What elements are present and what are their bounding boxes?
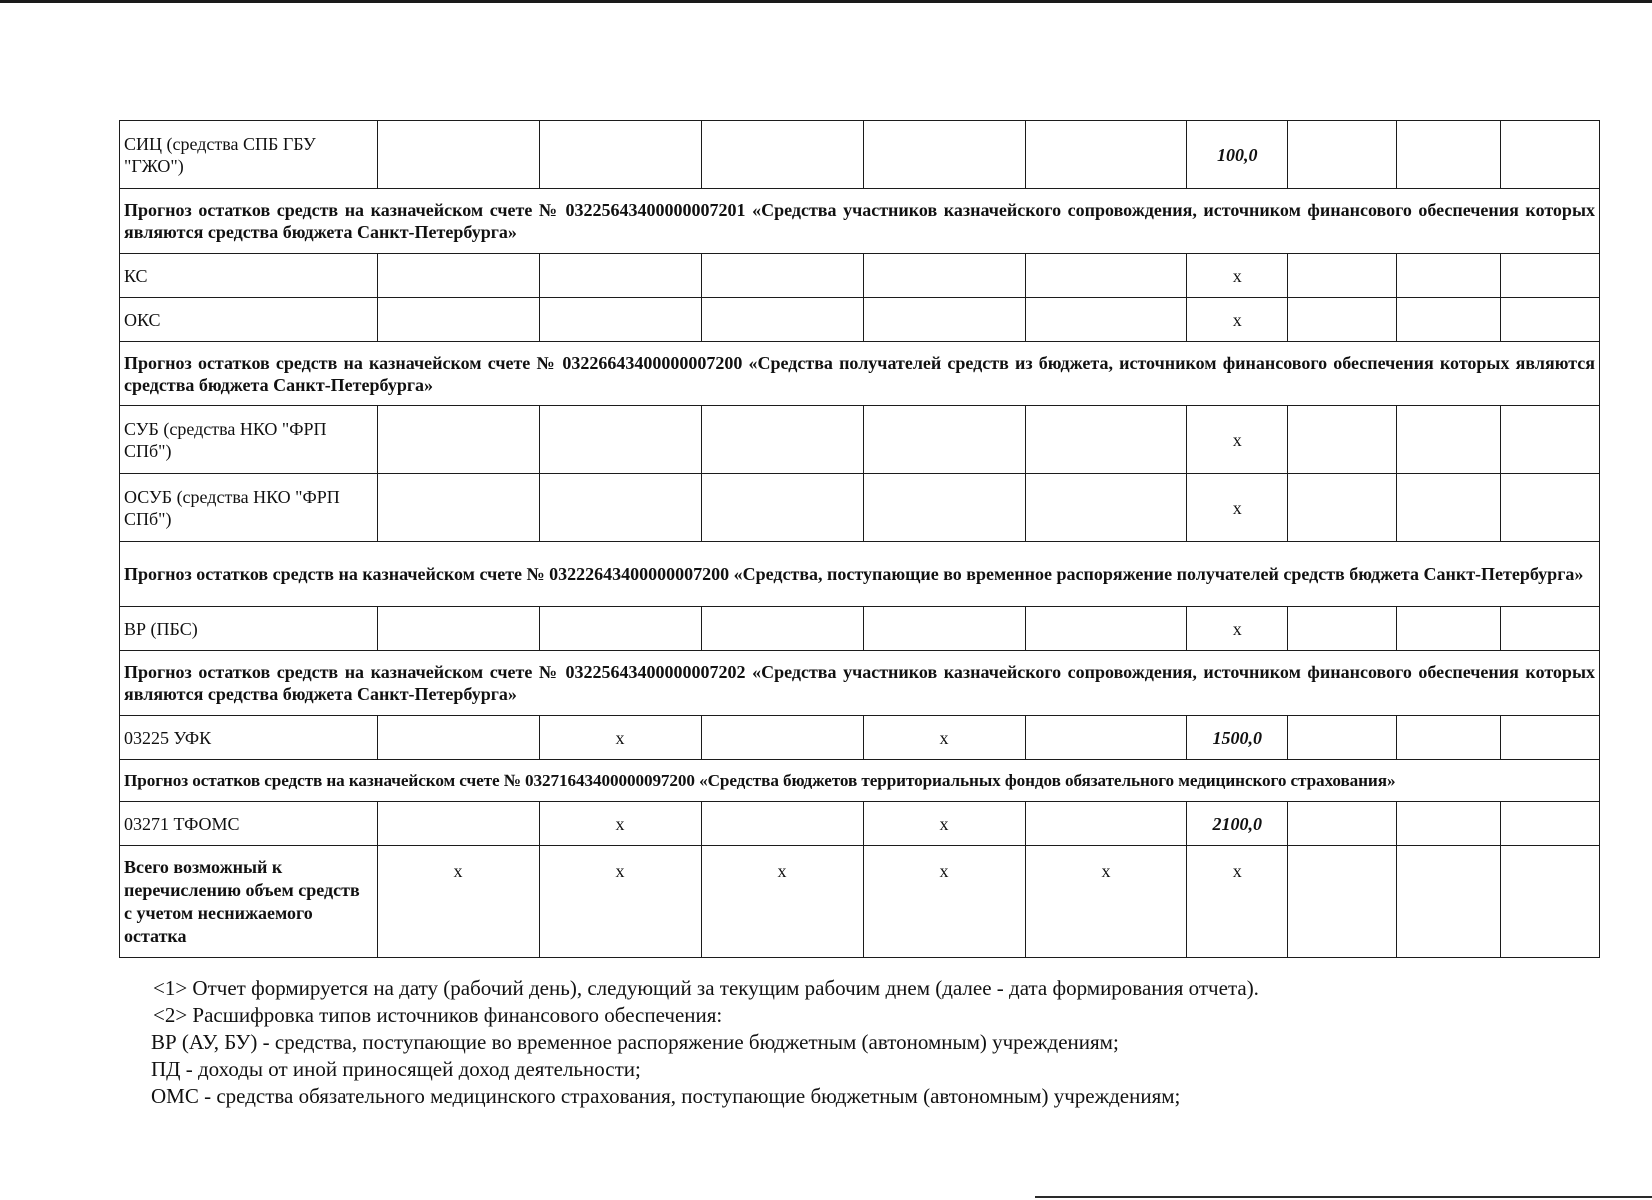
balance-forecast-table xyxy=(119,120,1600,958)
table-cell xyxy=(377,298,539,342)
table-cell xyxy=(1396,121,1501,189)
table-cell xyxy=(863,607,1025,651)
table-cell xyxy=(377,121,539,189)
table-cell xyxy=(1501,254,1600,298)
amount-cell: 100,0 xyxy=(1187,121,1288,189)
table-cell xyxy=(1501,802,1600,846)
table-cell xyxy=(1288,298,1397,342)
table-cell xyxy=(863,406,1025,474)
table-cell xyxy=(539,607,701,651)
section-row xyxy=(120,651,1600,716)
table-cell: x xyxy=(1187,846,1288,958)
table-cell xyxy=(701,298,863,342)
table-cell xyxy=(1025,802,1187,846)
table-cell xyxy=(701,474,863,542)
table-row xyxy=(120,121,1600,189)
section-row xyxy=(120,542,1600,607)
table-cell xyxy=(1501,406,1600,474)
table-cell xyxy=(377,716,539,760)
table-cell xyxy=(701,716,863,760)
row-label: 03271 ТФОМС xyxy=(120,802,378,846)
footnote-1: <1> Отчет формируется на дату (рабочий день), следующий за текущим рабочим днем (далее - дата формирования отчета). xyxy=(153,976,1259,1000)
table-cell xyxy=(1025,406,1187,474)
table-cell xyxy=(1501,298,1600,342)
table-cell xyxy=(1501,607,1600,651)
table-cell xyxy=(1501,716,1600,760)
section-heading: Прогноз остатков средств на казначейском счете № 03271643400000097200 «Средства бюджетов территориальных фондов обязательного медицинского страхования» xyxy=(120,760,1600,802)
row-label: КС xyxy=(120,254,378,298)
table-cell xyxy=(1288,607,1397,651)
section-row xyxy=(120,189,1600,254)
table-row xyxy=(120,607,1600,651)
table-cell xyxy=(863,474,1025,542)
footnotes xyxy=(151,975,1591,1110)
scan-top-edge xyxy=(0,0,1652,3)
table-cell xyxy=(863,298,1025,342)
table-cell xyxy=(1501,474,1600,542)
table-cell xyxy=(701,121,863,189)
section-heading: Прогноз остатков средств на казначейском счете № 03222643400000007200 «Средства, поступающие во временное распоряжение получателей средств бюджета Санкт-Петербурга» xyxy=(120,542,1600,607)
table-cell xyxy=(1025,474,1187,542)
table-row xyxy=(120,406,1600,474)
table-cell xyxy=(1288,121,1397,189)
scan-bottom-edge xyxy=(1035,1196,1652,1198)
table-cell: x xyxy=(1187,607,1288,651)
footnote-vr: ВР (АУ, БУ) - средства, поступающие во временное распоряжение бюджетным (автономным) учреждениям; xyxy=(151,1030,1119,1054)
table-cell xyxy=(701,406,863,474)
total-row xyxy=(120,846,1600,958)
section-heading: Прогноз остатков средств на казначейском счете № 03226643400000007200 «Средства получателей средств из бюджета, источником финансового обеспечения которых являются средства бюджета Санкт-Петербурга» xyxy=(120,342,1600,406)
footnote-2: <2> Расшифровка типов источников финансового обеспечения: xyxy=(153,1003,723,1027)
table-cell: x xyxy=(377,846,539,958)
table-cell xyxy=(1288,846,1397,958)
table-cell xyxy=(377,474,539,542)
table-cell xyxy=(377,607,539,651)
table-cell xyxy=(1025,121,1187,189)
row-label: СУБ (средства НКО "ФРП СПб") xyxy=(120,406,378,474)
row-label: ОКС xyxy=(120,298,378,342)
table-cell: x xyxy=(863,716,1025,760)
table-cell xyxy=(863,121,1025,189)
table-cell: x xyxy=(1187,298,1288,342)
footnote-oms: ОМС - средства обязательного медицинского страхования, поступающие бюджетным (автономным) учреждениям; xyxy=(151,1084,1181,1108)
table-cell xyxy=(1288,716,1397,760)
table-row xyxy=(120,254,1600,298)
table-cell xyxy=(1396,254,1501,298)
table-cell xyxy=(539,406,701,474)
total-label: Всего возможный к перечислению объем средств с учетом неснижаемого остатка xyxy=(120,846,378,958)
table-cell xyxy=(1025,298,1187,342)
table-cell: x xyxy=(1025,846,1187,958)
section-heading: Прогноз остатков средств на казначейском счете № 03225643400000007201 «Средства участников казначейского сопровождения, источником финансового обеспечения которых являются средства бюджета Санкт-Петербурга» xyxy=(120,189,1600,254)
row-label: ОСУБ (средства НКО "ФРП СПб") xyxy=(120,474,378,542)
row-label: СИЦ (средства СПБ ГБУ "ГЖО") xyxy=(120,121,378,189)
table-cell xyxy=(539,474,701,542)
table-cell xyxy=(539,298,701,342)
table-cell: x xyxy=(1187,254,1288,298)
table-row xyxy=(120,802,1600,846)
amount-cell: 1500,0 xyxy=(1187,716,1288,760)
table-cell xyxy=(1396,846,1501,958)
section-heading: Прогноз остатков средств на казначейском счете № 03225643400000007202 «Средства участников казначейского сопровождения, источником финансового обеспечения которых являются средства бюджета Санкт-Петербурга» xyxy=(120,651,1600,716)
table-cell xyxy=(1288,254,1397,298)
table-cell: x xyxy=(863,846,1025,958)
row-label: 03225 УФК xyxy=(120,716,378,760)
table-cell: x xyxy=(539,846,701,958)
table-cell xyxy=(701,802,863,846)
table-cell: x xyxy=(1187,474,1288,542)
table-cell xyxy=(1501,846,1600,958)
table-cell xyxy=(1025,716,1187,760)
table-cell xyxy=(539,121,701,189)
table-cell xyxy=(701,607,863,651)
table-cell xyxy=(701,254,863,298)
table-cell: x xyxy=(1187,406,1288,474)
table-cell xyxy=(1025,607,1187,651)
table-cell xyxy=(1396,474,1501,542)
table-cell xyxy=(1288,802,1397,846)
row-label: ВР (ПБС) xyxy=(120,607,378,651)
amount-cell: 2100,0 xyxy=(1187,802,1288,846)
section-row xyxy=(120,760,1600,802)
table-cell xyxy=(1025,254,1187,298)
table-cell xyxy=(1396,406,1501,474)
table-cell xyxy=(1288,474,1397,542)
table-cell xyxy=(377,802,539,846)
table-row xyxy=(120,298,1600,342)
table-cell: x xyxy=(539,802,701,846)
table-cell xyxy=(377,406,539,474)
table-row xyxy=(120,474,1600,542)
table-cell: x xyxy=(539,716,701,760)
table-cell xyxy=(539,254,701,298)
table-cell: x xyxy=(701,846,863,958)
footnote-pd: ПД - доходы от иной приносящей доход деятельности; xyxy=(151,1057,641,1081)
table-row xyxy=(120,716,1600,760)
table-cell xyxy=(1288,406,1397,474)
section-row xyxy=(120,342,1600,406)
table-cell xyxy=(1396,607,1501,651)
table-cell xyxy=(863,254,1025,298)
table-cell xyxy=(1501,121,1600,189)
table-cell xyxy=(1396,716,1501,760)
table-cell xyxy=(1396,298,1501,342)
table-cell: x xyxy=(863,802,1025,846)
table-cell xyxy=(1396,802,1501,846)
table-cell xyxy=(377,254,539,298)
